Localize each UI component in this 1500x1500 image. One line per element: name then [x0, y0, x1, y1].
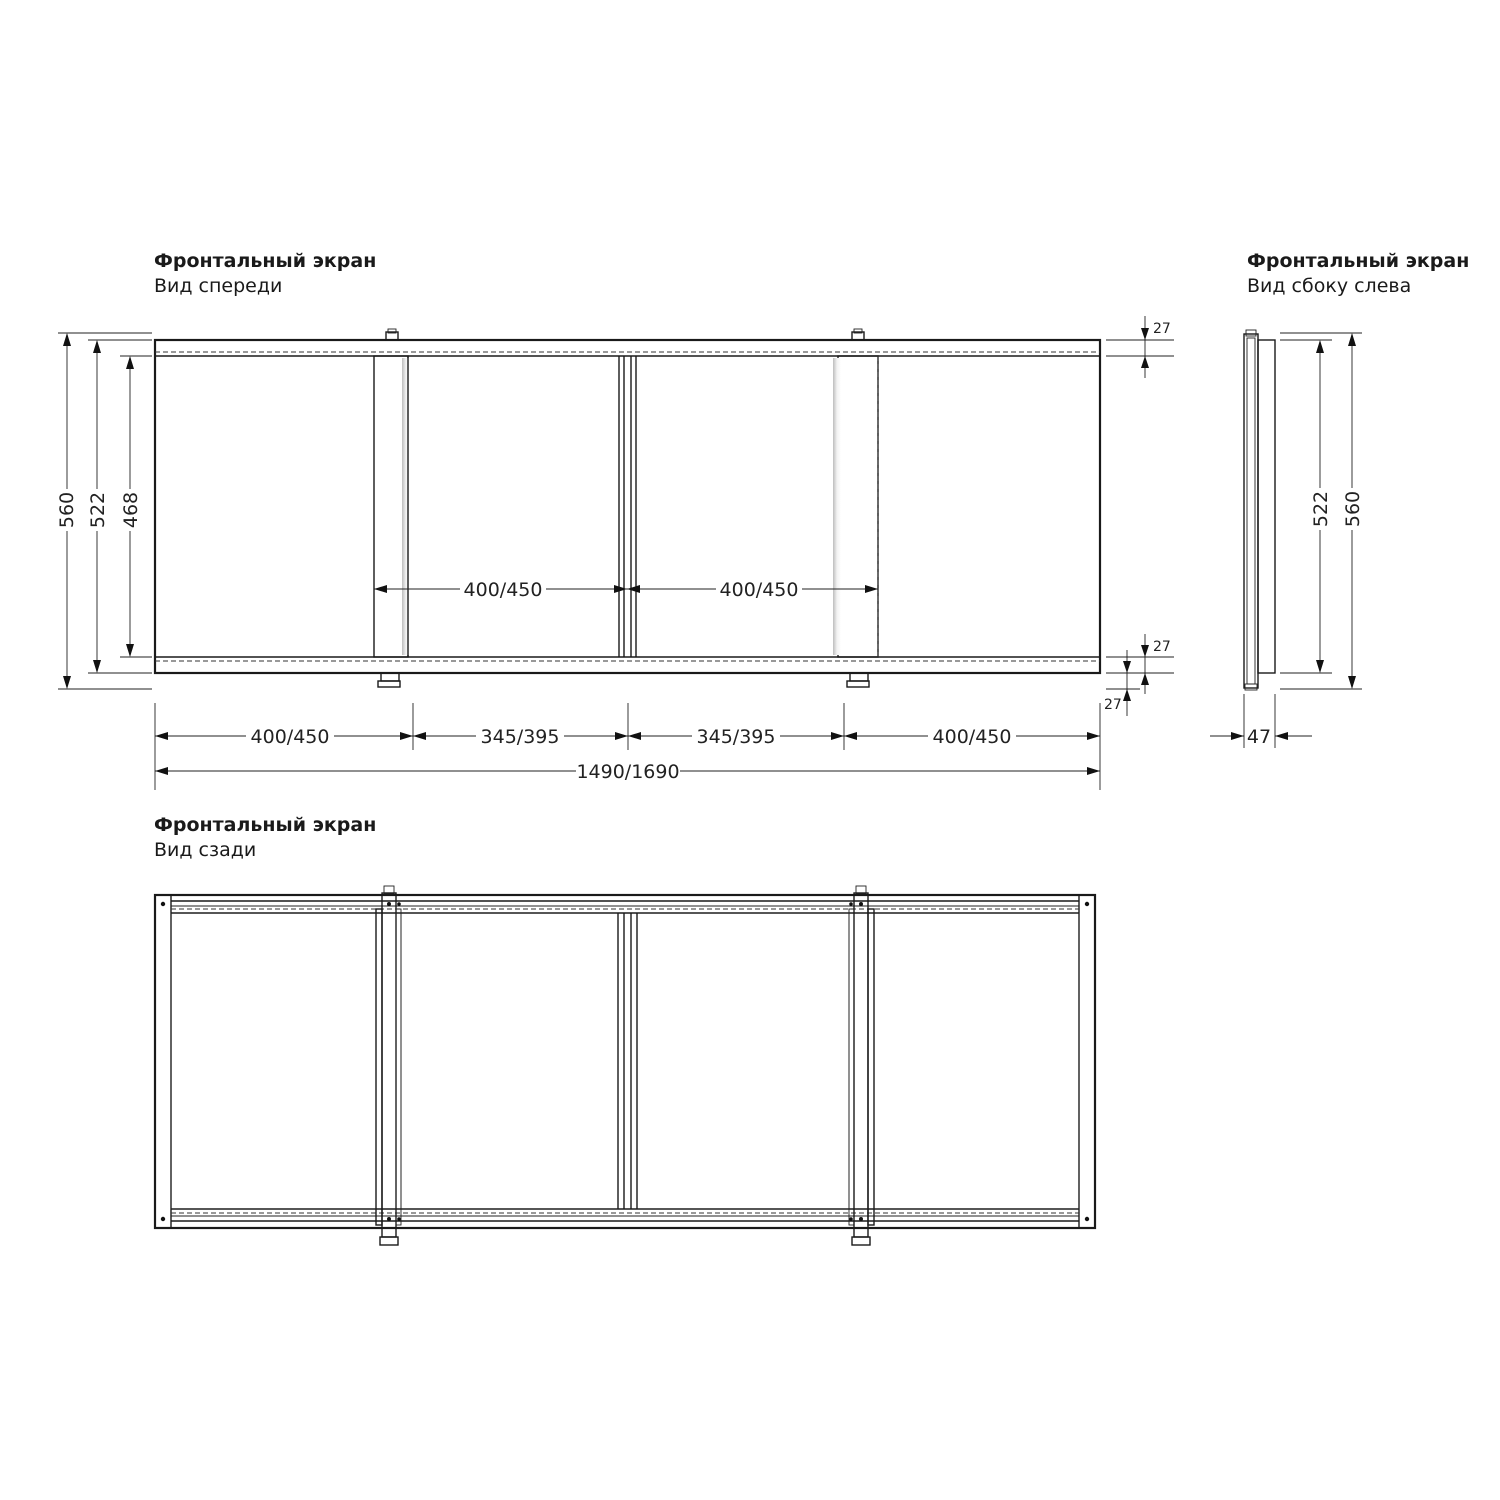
- dim-inner-left: [374, 579, 627, 601]
- dim-total-width: [155, 761, 1100, 783]
- dim-side-522: [1280, 340, 1332, 673]
- side-view: [1210, 250, 1469, 748]
- back-post-right: [849, 886, 874, 1245]
- back-screws: [161, 902, 1089, 1221]
- front-top-clip-left: [386, 329, 398, 340]
- back-panel-4: [874, 913, 1079, 1209]
- dim-height-468: [120, 356, 152, 657]
- side-view-subtitle: Вид сбоку слева: [1247, 275, 1412, 297]
- front-overlap-right-shadow: [833, 358, 841, 655]
- dim-text-side-560: 560: [1342, 490, 1364, 528]
- back-view: [154, 814, 1095, 1245]
- dim-text-27-top: 27: [1153, 321, 1171, 337]
- dim-bottom-rail-27: [1106, 634, 1174, 694]
- front-view-subtitle: Вид спереди: [154, 275, 283, 297]
- front-overlap-left-shadow: [402, 358, 410, 655]
- side-panel: [1258, 340, 1275, 673]
- back-end-post-right: [1079, 895, 1095, 1228]
- dim-text-seg4: 400/450: [932, 726, 1012, 748]
- side-profile-inner: [1247, 338, 1255, 684]
- dim-text-seg3: 345/395: [696, 726, 776, 748]
- side-view-title: Фронтальный экран: [1247, 250, 1470, 272]
- side-profile-outer: [1244, 334, 1258, 688]
- dim-foot-27: [1104, 650, 1140, 716]
- back-panel-2: [401, 913, 618, 1209]
- front-foot-right: [847, 673, 869, 687]
- front-foot-left: [378, 673, 400, 687]
- dim-top-rail-27: [1106, 316, 1174, 378]
- back-panel-3: [637, 913, 849, 1209]
- front-outer-frame: [155, 340, 1100, 673]
- dim-text-seg1: 400/450: [250, 726, 330, 748]
- side-top-clip: [1246, 330, 1256, 336]
- dim-text-27-bottom: 27: [1153, 639, 1171, 655]
- back-end-post-left: [155, 895, 171, 1228]
- dim-text-inner-right: 400/450: [719, 579, 799, 601]
- dim-text-560: 560: [56, 491, 78, 529]
- back-view-subtitle: Вид сзади: [154, 839, 257, 861]
- front-overlap-right: [838, 356, 878, 657]
- back-post-left: [376, 886, 401, 1245]
- dim-text-seg2: 345/395: [480, 726, 560, 748]
- dim-text-27-foot: 27: [1104, 697, 1122, 713]
- back-top-rail: [171, 901, 1079, 913]
- dim-text-inner-left: 400/450: [463, 579, 543, 601]
- dim-text-side-47: 47: [1246, 726, 1272, 748]
- dim-text-468: 468: [120, 491, 142, 529]
- back-bottom-rail: [171, 1209, 1079, 1221]
- front-view: [56, 250, 1174, 790]
- front-top-clip-right: [852, 329, 864, 340]
- dim-text-522: 522: [87, 491, 109, 529]
- front-view-title: Фронтальный экран: [154, 250, 377, 272]
- back-panel-1: [171, 913, 376, 1209]
- dim-side-depth: [1210, 694, 1312, 748]
- back-view-title: Фронтальный экран: [154, 814, 377, 836]
- dim-text-side-522: 522: [1310, 490, 1332, 528]
- back-center-joint: [618, 913, 637, 1209]
- back-outer-frame: [155, 895, 1095, 1228]
- side-foot: [1245, 684, 1257, 690]
- dim-text-total: 1490/1690: [576, 761, 680, 783]
